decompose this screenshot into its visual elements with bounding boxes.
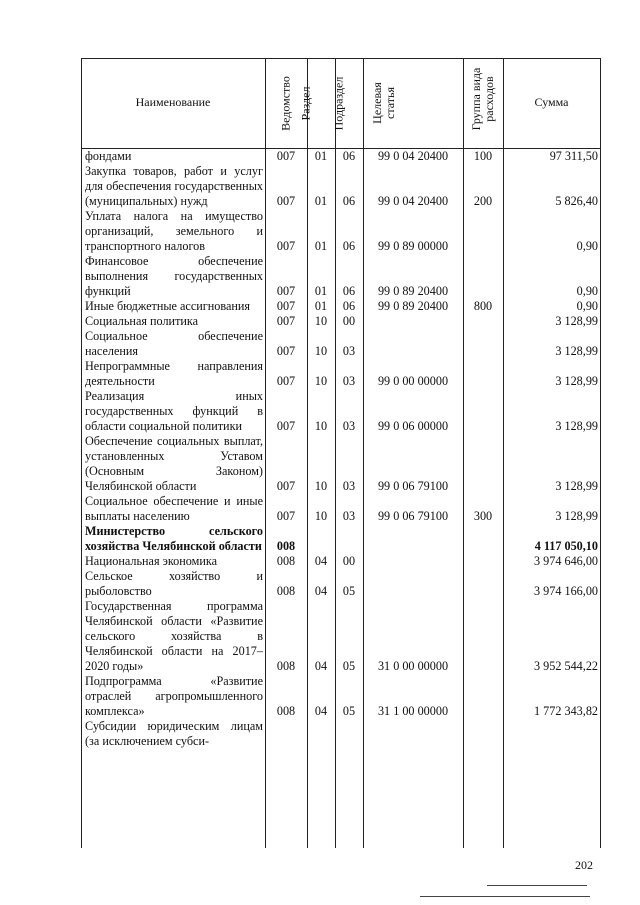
row-celevaya-statya: 99 0 00 00000 xyxy=(377,374,449,388)
row-vedomstvo: 007 xyxy=(276,299,296,313)
row-name: Социальная политика xyxy=(85,314,199,328)
row-podrazdel: 06 xyxy=(342,239,356,253)
row-vedomstvo: 007 xyxy=(276,194,296,208)
row-vedomstvo: 007 xyxy=(276,239,296,253)
row-vedomstvo: 007 xyxy=(276,314,296,328)
row-vedomstvo: 007 xyxy=(276,149,296,163)
row-summa: 1 772 343,82 xyxy=(534,704,598,718)
table-row xyxy=(81,554,600,569)
row-razdel: 01 xyxy=(314,299,328,313)
row-name: Закупка товаров, работ и услуг для обеспечения государственных (муниципальных) нужд xyxy=(85,164,263,208)
row-vedomstvo: 007 xyxy=(276,479,296,493)
table-row xyxy=(81,524,600,554)
table-row xyxy=(81,299,600,314)
row-name: Социальное обеспечение населения xyxy=(85,329,263,358)
row-name: Обеспечение социальных выплат, установленных Уставом (Основным Законом) Челябинской области xyxy=(85,434,263,493)
row-summa: 3 128,99 xyxy=(555,419,598,433)
row-gruppa: 100 xyxy=(473,149,493,163)
row-name: фондами xyxy=(85,149,132,163)
row-summa: 3 974 166,00 xyxy=(534,584,598,598)
row-razdel: 04 xyxy=(314,704,328,718)
row-podrazdel: 03 xyxy=(342,509,356,523)
table-row xyxy=(81,494,600,524)
row-summa: 3 128,99 xyxy=(555,479,598,493)
row-name: Национальная экономика xyxy=(85,554,218,568)
row-podrazdel: 06 xyxy=(342,284,356,298)
row-razdel: 04 xyxy=(314,584,328,598)
table-row xyxy=(81,314,600,329)
row-celevaya-statya: 31 1 00 00000 xyxy=(377,704,449,718)
row-summa: 4 117 050,10 xyxy=(534,539,598,553)
row-summa: 3 952 544,22 xyxy=(534,659,598,673)
row-summa: 3 128,99 xyxy=(555,374,598,388)
row-vedomstvo: 008 xyxy=(276,554,296,568)
footer-rule xyxy=(420,896,590,897)
table-row xyxy=(81,599,600,674)
row-gruppa: 800 xyxy=(473,299,493,313)
row-razdel: 10 xyxy=(314,479,328,493)
row-summa: 3 974 646,00 xyxy=(534,554,598,568)
row-name: Сельское хозяйство и рыболовство xyxy=(85,569,263,598)
row-name: Министерство сельского хозяйства Челябинской области xyxy=(85,524,263,553)
row-razdel: 10 xyxy=(314,419,328,433)
row-podrazdel: 03 xyxy=(342,479,356,493)
row-name: Социальное обеспечение и иные выплаты населению xyxy=(85,494,263,523)
table-top-border xyxy=(81,58,600,59)
row-celevaya-statya: 99 0 04 20400 xyxy=(377,149,449,163)
row-name: Непрограммные направления деятельности xyxy=(85,359,263,388)
row-razdel: 10 xyxy=(314,374,328,388)
table-row xyxy=(81,164,600,209)
header-name: Наименование xyxy=(135,95,211,109)
row-vedomstvo: 008 xyxy=(276,659,296,673)
row-podrazdel: 00 xyxy=(342,554,356,568)
row-vedomstvo: 007 xyxy=(276,374,296,388)
row-podrazdel: 06 xyxy=(342,194,356,208)
header-summa: Сумма xyxy=(534,95,569,109)
row-name: Иные бюджетные ассигнования xyxy=(85,299,251,313)
row-vedomstvo: 008 xyxy=(276,539,296,553)
row-celevaya-statya: 99 0 06 00000 xyxy=(377,419,449,433)
row-celevaya-statya: 99 0 89 20400 xyxy=(377,284,449,298)
col-border xyxy=(600,58,601,848)
row-razdel: 04 xyxy=(314,554,328,568)
table-row xyxy=(81,389,600,434)
header-podrazdel: Подраздел xyxy=(331,76,346,131)
row-podrazdel: 00 xyxy=(342,314,356,328)
row-vedomstvo: 008 xyxy=(276,704,296,718)
table-row xyxy=(81,149,600,164)
row-podrazdel: 05 xyxy=(342,659,356,673)
row-summa: 97 311,50 xyxy=(549,149,598,163)
row-vedomstvo: 008 xyxy=(276,584,296,598)
row-vedomstvo: 007 xyxy=(276,284,296,298)
row-name: Финансовое обеспечение выполнения государственных функций xyxy=(85,254,263,298)
header-vedomstvo: Ведомство xyxy=(278,76,293,131)
row-name: Реализация иных государственных функций в области социальной политики xyxy=(85,389,263,433)
row-gruppa: 200 xyxy=(473,194,493,208)
table-row xyxy=(81,254,600,299)
table-row xyxy=(81,674,600,719)
header-razdel: Раздел xyxy=(298,86,313,121)
table-row xyxy=(81,569,600,599)
row-celevaya-statya: 99 0 06 79100 xyxy=(377,479,449,493)
table-row xyxy=(81,434,600,494)
table-row xyxy=(81,209,600,254)
table-row xyxy=(81,359,600,389)
row-summa: 3 128,99 xyxy=(555,509,598,523)
row-name: Субсидии юридическим лицам (за исключением субси- xyxy=(85,719,263,748)
row-podrazdel: 03 xyxy=(342,419,356,433)
row-vedomstvo: 007 xyxy=(276,509,296,523)
row-razdel: 01 xyxy=(314,194,328,208)
row-podrazdel: 05 xyxy=(342,584,356,598)
row-summa: 3 128,99 xyxy=(555,344,598,358)
row-celevaya-statya: 99 0 06 79100 xyxy=(377,509,449,523)
table-row xyxy=(81,719,600,749)
row-podrazdel: 05 xyxy=(342,704,356,718)
row-razdel: 01 xyxy=(314,239,328,253)
row-podrazdel: 03 xyxy=(342,374,356,388)
row-podrazdel: 06 xyxy=(342,299,356,313)
row-summa: 0,90 xyxy=(576,284,598,298)
row-summa: 0,90 xyxy=(576,239,598,253)
row-vedomstvo: 007 xyxy=(276,419,296,433)
row-celevaya-statya: 31 0 00 00000 xyxy=(377,659,449,673)
row-razdel: 01 xyxy=(314,284,328,298)
row-razdel: 10 xyxy=(314,509,328,523)
row-summa: 3 128,99 xyxy=(555,314,598,328)
row-name: Уплата налога на имущество организаций, земельного и транспортного налогов xyxy=(85,209,263,253)
row-celevaya-statya: 99 0 89 00000 xyxy=(377,239,449,253)
row-summa: 5 826,40 xyxy=(555,194,598,208)
header-gruppa-vida-rashodov: Группа вида расходов xyxy=(469,67,496,131)
row-gruppa: 300 xyxy=(473,509,493,523)
row-celevaya-statya: 99 0 04 20400 xyxy=(377,194,449,208)
row-podrazdel: 06 xyxy=(342,149,356,163)
row-razdel: 10 xyxy=(314,344,328,358)
table-row xyxy=(81,329,600,359)
header-celevaya-statya: Целевая статья xyxy=(370,82,397,124)
row-razdel: 01 xyxy=(314,149,328,163)
row-name: Государственная программа Челябинской области «Развитие сельского хозяйства в Челябинской области на 2017–2020 годы» xyxy=(85,599,263,673)
row-podrazdel: 03 xyxy=(342,344,356,358)
row-summa: 0,90 xyxy=(576,299,598,313)
row-razdel: 04 xyxy=(314,659,328,673)
page-number: 202 xyxy=(575,858,593,872)
row-name: Подпрограмма «Развитие отраслей агропромышленного комплекса» xyxy=(85,674,263,718)
footer-rule xyxy=(487,885,587,886)
table-body xyxy=(81,149,600,749)
row-vedomstvo: 007 xyxy=(276,344,296,358)
row-razdel: 10 xyxy=(314,314,328,328)
row-celevaya-statya: 99 0 89 20400 xyxy=(377,299,449,313)
